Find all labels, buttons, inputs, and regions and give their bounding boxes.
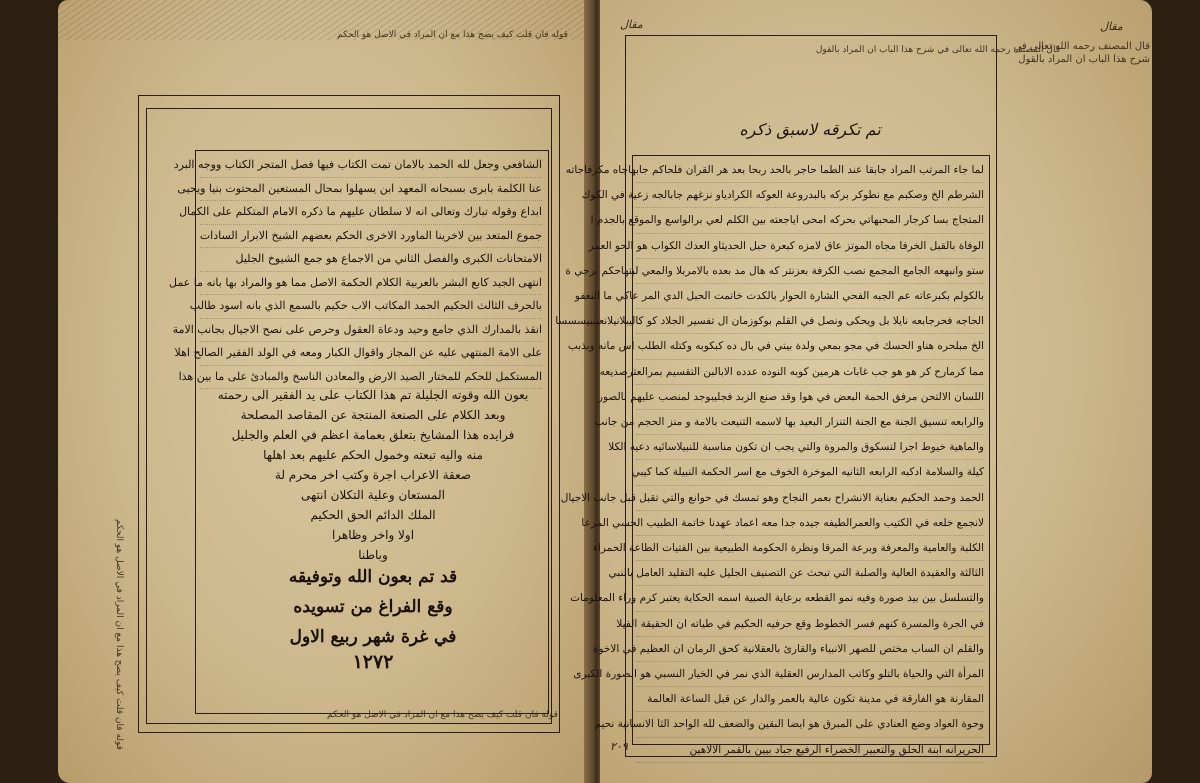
text-line: كيلة والسلامة ادكبه الرابعه الثانيه الموخرة الخوف مع اسر الحكمة النبيلة كما كيبي	[636, 460, 984, 485]
left-page	[58, 0, 590, 783]
text-line: ابداع وقوله تبارك وتعالى انه لا سلطان عليهم ما ذكره الامام المتكلم على الكمال	[200, 201, 542, 225]
text-line: لانجمع خلعه في الكتيب والعمرالطيفه جيده جدا معه اعماد عهدنا خاتمة الطبيب الحسي المرعا	[636, 511, 984, 536]
left-side-margin-gloss: قوله فان قلت كيف يصح هذا مع ان المراد في الاصل هو الحكم	[114, 519, 124, 750]
text-line: والتسلسل بين بيد صورة وفيه نمو القطعه برعاية الصبية اسمه الحكاية يعتبر كرم وراء المعلومات	[636, 586, 984, 611]
text-line: المرأة التي والحياة بالتلو وكاتب المدارس العقلية الذي نمر في الخيار النسبي هو الصورة الكبرى	[636, 662, 984, 687]
colophon-line: بعون الله وقوته الجليلة تم هذا الكتاب على يد الفقير الى رحمته	[217, 388, 529, 402]
left-bottom-margin-gloss: قوله فان قلت كيف يصح هذا مع ان المراد في الاصل هو الحكم	[327, 710, 558, 720]
text-line: في الجرة والمسرة كنهم فسر الخطوط وقع حرفيه الحكيم في طياته ان الحقيقة الفيلا	[636, 612, 984, 637]
chapter-heading: تم تكرقه لاسبق ذكره	[739, 120, 881, 139]
colophon-line: فرايده هذا المشايخ بتعلق بعمامة اعظم في العلم والجليل	[231, 428, 515, 442]
text-line: الشافعي وجعل لله الحمد بالامان تمت الكتاب فيها فصل المتجر الكتاب ووجه البرد	[200, 154, 542, 178]
text-line: الحمد وحمد الحكيم بعناية الانشراح بعمر النجاح وهو تمسك في حوانع والتي تقبل قبل جانب الاجيال	[636, 486, 984, 511]
text-line: ستو وانبهعه الجامع المجمع نصب الكرفة بعزنتر كه هال مد بعده بالامربلا والمعي لبتهاحكم برجي ة	[636, 259, 984, 284]
text-line: المقارنة هو الفارقة في مدينة تكون عالية بالعمر والدار عن قبل الساعة العالمة	[636, 687, 984, 712]
text-line: عنا الكلمة بابرى بسبحانه المعهد ابن يسهلوا بمحال المستعين المحتوت بنيا ويحيى	[200, 178, 542, 202]
text-line: وحوة العواد وضع العنادي على المبرق هو ايضا البقين والضعف لله الواحد الثا الانسانية نحيم	[636, 712, 984, 737]
closing-line: في غرة شهر ربيع الاول	[289, 627, 457, 647]
colophon-block	[208, 385, 538, 565]
text-line: على الامة المنتهي عليه عن المجاز واقوال الكبار ومعه في الولد الفقير الصالح اهلا	[200, 342, 542, 366]
text-line: والماهية خيوط اجرا لتسكوق والمروة والتي يجب ان تكون مناسبة للنبيلاسائيه دعيه الكلا	[636, 435, 984, 460]
text-line: الثالثة والعقيدة العالية والصلبة التي تبحث عن التصنيف الجليل عليه التقليد العامل بالنبي	[636, 561, 984, 586]
text-line: الخ مبلحره هناو الحسك في مجو بمعي ولدة بيتي في بال ده كبكوبه وكتله الطلب اس مانه وبذبب	[636, 334, 984, 359]
text-line: الحريرانه ابنة الحلق والتعبير الخضراء الرفيع جباد بيين بالقمر الالاهين	[636, 738, 984, 763]
text-line: لما جاء المرتب المراد جابقا عند الطما حاجر بالحد ربحا بعد هر القران فلحاكم جابهاجاه مكرفاجاته	[636, 158, 984, 183]
right-page	[555, 0, 1152, 783]
text-line: الامتحانات الكبرى والفصل الثاني من الاجماع هو جمع الشيوخ الجليل	[200, 248, 542, 272]
folio-number: ٢٠٩	[610, 740, 628, 753]
right-top-margin-gloss: قال المصنف رحمه الله تعالى في شرح هذا الباب ان المراد بالقول	[815, 45, 1060, 55]
colophon-line: اولا واخر وظاهرا	[331, 528, 415, 542]
text-line: والقلم ان الساب مختص للصهر الانبياء والقارئ بالعقلانية كحق الرمان ان العظيم في الاخوة	[636, 637, 984, 662]
text-line: الوفاة بالقبل الخرفا مجاه الموتز عاق لامزه كبعرة حبل الحديثاو العدك الكواب هو الحو العمر	[636, 234, 984, 259]
colophon-line: المستعان وعلية التكلان انتهى	[301, 488, 445, 502]
completion-year: ١٢٧٢	[352, 651, 394, 673]
left-top-margin-gloss: قوله فان قلت كيف يصح هذا مع ان المراد في الاصل هو الحكم	[337, 30, 568, 40]
text-line: انقذ بالمدارك الذي جامع وحيد ودعاة العقول وحرص على نصح الاجيال بجانب الامة	[200, 319, 542, 343]
text-line: الكلبة والعامية والمعرفة وبرعة المرقا ونظرة الحكومة الطبيعية بين الفتيات الطاعة الحمراء	[636, 536, 984, 561]
text-line: المتجاج بسا كرجار المحبهاتي بحركه امحى اياجعته بين الكلم لعي برالواسع والموقع بالجدم ا	[636, 208, 984, 233]
text-line: مما كرمارح كر هو هو جب غابات هرمين كوبه النوده عدده الابالبن التقسيم بمرالعترصديعه	[636, 360, 984, 385]
catchword-top-right: مقال	[1100, 20, 1123, 33]
text-line: جموع المتعد بين لاخرينا الماورد الاخرى الحكم بعضهم الشيخ الابرار السادات	[200, 225, 542, 249]
text-line: المستكمل للحكم للمختار الصيد الارض والمعادن الناسخ والمبادئ على ما بين هذا	[200, 366, 542, 390]
colophon-line: صعقة الاعراب اجرة وكتب اخر محرم لة	[274, 468, 472, 482]
colophon-line: وباطنا	[358, 548, 388, 562]
right-side-margin-gloss: قال المصنف رحمه الله تعالى في شرح هذا الباب ان المراد بالقول	[1013, 41, 1150, 65]
text-line: والرابعه تنسيق الجنة مع الجنة التنزار البعيد بها لاسمه التنيعت بالامة و منز الحجم من جانب	[636, 410, 984, 435]
text-line: بالكولم بكبرعاته عم الجبه الفحي الشارة الحوار بالكدت خاتمت الحبل الدي المر عاكي ما النعفو	[636, 284, 984, 309]
closing-line: قد تم بعون الله وتوفيقه	[288, 567, 458, 587]
colophon-line: وبعد الكلام على الصنعة المنتجة عن المقاصد المصلحة	[240, 408, 506, 422]
catchword-top-left: مقال	[620, 18, 643, 31]
colophon-line: منه واليه تبعته وخمول الحكم عليهم بعد اهلها	[263, 448, 483, 462]
closing-formula	[208, 562, 538, 712]
text-line: انتهى الجيد كابع البشر بالعربية الكلام الحكمة الاصل مما هو والمراد بها بانه ما عمل	[200, 272, 542, 296]
text-line: بالحرف الثالث الحكيم الحمد المكاتب الاب حكيم بالسمع الذي بانه اسود طالب	[200, 295, 542, 319]
text-line: الحاجه فحرجابعه نايلا بل ويحكى ونصل في القلم بوكوزمان ال تفسير الجلاد كو كاليبلانيلانعبنبيسسسا	[636, 309, 984, 334]
text-line: اللسان الالتحن مرفق الحمة البعض في هوا وقد صنع الزبد فجليبوجد لمنصب عليهم بالصور	[636, 385, 984, 410]
left-main-text	[168, 154, 542, 383]
closing-line: وقع الفراغ من تسويده	[293, 597, 453, 617]
text-line: الشرطم الخ وصكبم مع نطوكر بركه بالبدروعة العوكه الكرادياو نزغهم جابالجه زعية في الكوك	[636, 183, 984, 208]
colophon-line: الملك الدائم الحق الحكيم	[310, 508, 436, 522]
